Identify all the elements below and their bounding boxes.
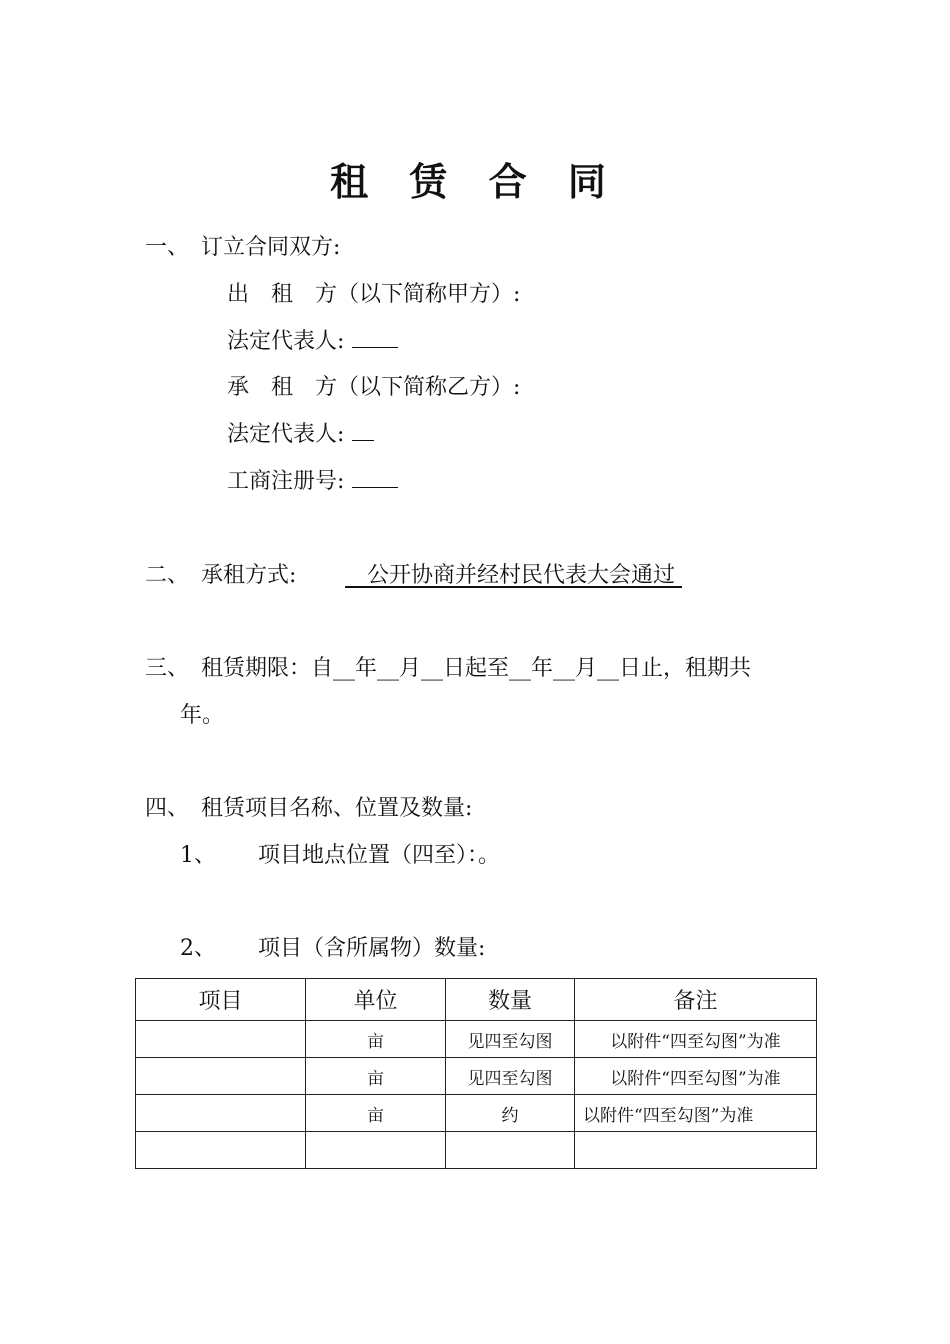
section-2-line [145,561,682,591]
header-remark: 备注 [575,979,817,1021]
table-row [136,1058,817,1095]
cell-remark[interactable] [575,1132,817,1169]
cell-item[interactable] [136,1132,306,1169]
lessee-rep-line [227,420,374,450]
lessee-line: 承 租 方（以下简称乙方）: [227,375,521,400]
section-3-line-2: 年。 [180,703,225,728]
lessee-rep-label: 法定代表人: [227,422,345,447]
page-title: 租 赁 合 同 [330,159,620,204]
section-1-title: 订立合同双方: [201,235,341,260]
cell-unit: 亩 [306,1058,446,1095]
cell-item[interactable] [136,1021,306,1058]
section-4-number: 四、 [145,796,190,821]
item-1-line [180,841,500,871]
item-1-number: 1、 [180,843,216,868]
item-2-text: 项目（含所属物）数量: [258,936,486,961]
section-2-number: 二、 [145,563,190,588]
cell-item[interactable] [136,1095,306,1132]
header-item: 项目 [136,979,306,1021]
reg-no-label: 工商注册号: [227,469,345,494]
section-1-number: 一、 [145,235,190,260]
lessee-rep-blank[interactable] [352,422,374,441]
cell-unit: 亩 [306,1095,446,1132]
section-4-title: 租赁项目名称、位置及数量: [201,796,473,821]
section-2-label: 承租方式: [201,563,297,588]
cell-quantity: 见四至勾图 [446,1021,575,1058]
section-4-heading [145,794,472,824]
table-row [136,1021,817,1058]
section-1-heading [145,233,340,263]
item-1-text: 项目地点位置（四至）：。 [258,843,501,868]
header-quantity: 数量 [446,979,575,1021]
section-3-number: 三、 [145,656,190,681]
lessor-rep-label: 法定代表人: [227,329,345,354]
cell-quantity: 见四至勾图 [446,1058,575,1095]
section-3-text: 租赁期限：自__年__月__日起至__年__月__日止，租期共 [201,656,752,681]
lessor-line: 出 租 方（以下简称甲方）: [227,282,521,307]
table-row [136,1095,817,1132]
cell-unit: 亩 [306,1021,446,1058]
cell-remark: 以附件“四至勾图”为准 [575,1095,817,1132]
lessor-rep-blank[interactable] [352,329,398,348]
item-2-number: 2、 [180,936,216,961]
cell-quantity[interactable] [446,1132,575,1169]
cell-remark: 以附件“四至勾图”为准 [575,1021,817,1058]
items-table [135,978,817,1169]
cell-item[interactable] [136,1058,306,1095]
item-2-line [180,934,485,964]
cell-remark: 以附件“四至勾图”为准 [575,1058,817,1095]
cell-unit[interactable] [306,1132,446,1169]
section-2-value: 公开协商并经村民代表大会通过 [345,563,676,588]
header-unit: 单位 [306,979,446,1021]
section-3-line-1 [145,654,751,684]
cell-quantity: 约 [446,1095,575,1132]
table-header-row [136,979,817,1021]
reg-no-blank[interactable] [352,469,398,488]
lessor-rep-line [227,327,398,357]
reg-no-line [227,467,398,497]
table-row [136,1132,817,1169]
